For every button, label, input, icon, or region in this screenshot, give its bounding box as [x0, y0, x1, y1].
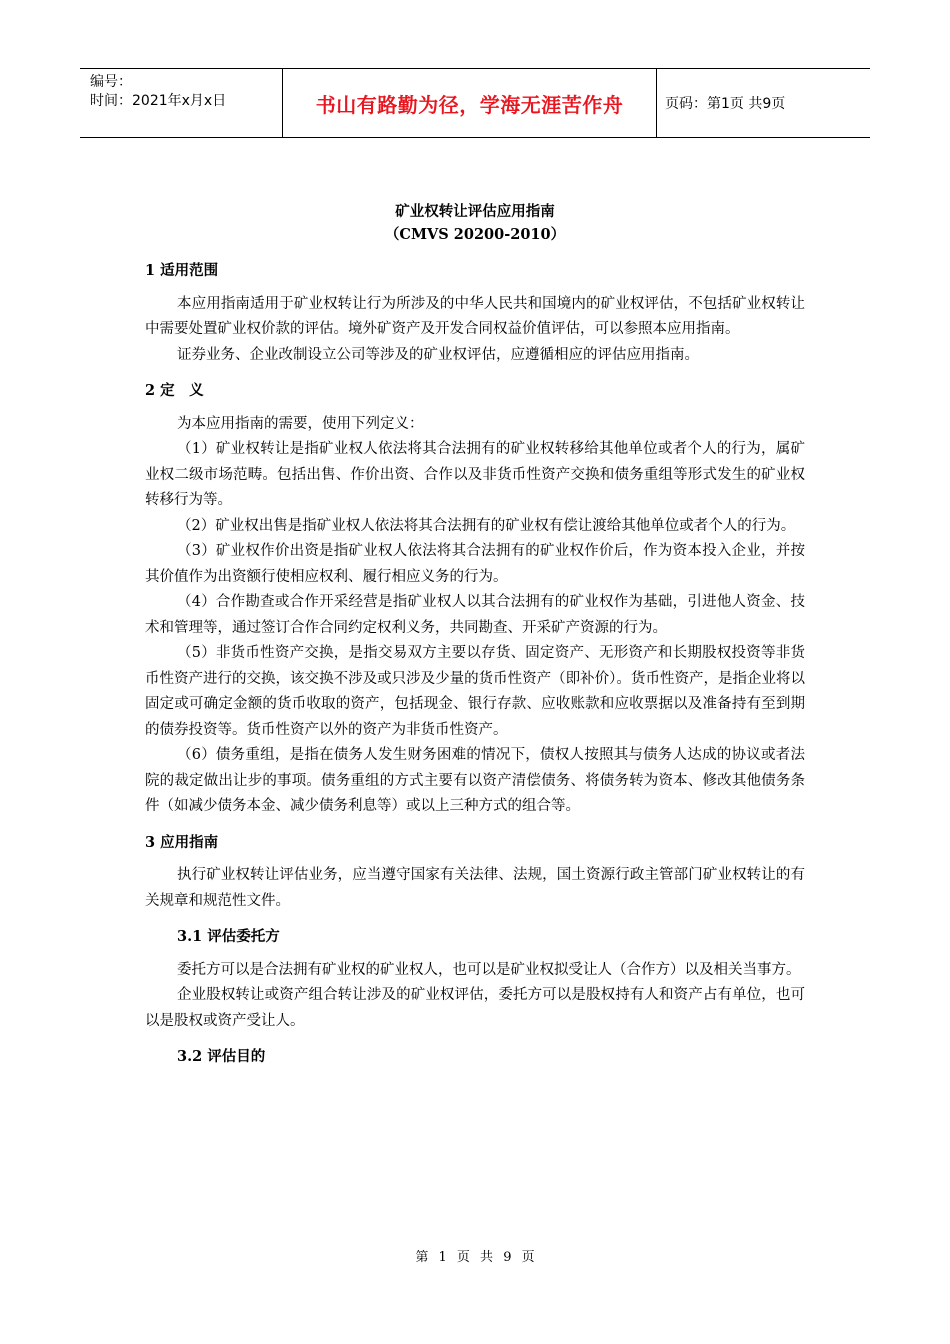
paragraph: 本应用指南适用于矿业权转让行为所涉及的中华人民共和国境内的矿业权评估，不包括矿业权转让中需要处置矿业权价款的评估。境外矿资产及开发合同权益价值评估，可以参照本应用指南。: [145, 295, 805, 337]
document-subtitle: （CMVS 20200-2010）: [384, 226, 566, 243]
header-meta: [80, 69, 282, 137]
paragraph: 证券业务、企业改制设立公司等涉及的矿业权评估，应遵循相应的评估应用指南。: [177, 346, 699, 363]
page-header: [80, 68, 870, 138]
paragraph: （3）矿业权作价出资是指矿业权人依法将其合法拥有的矿业权作价后，作为资本投入企业，并按其价值作为出资额行使相应权利、履行相应义务的行为。: [145, 543, 805, 585]
document-body: [145, 200, 805, 1078]
paragraph: （1）矿业权转让是指矿业权人依法将其合法拥有的矿业权转移给其他单位或者个人的行为，属矿业权二级市场范畴。包括出售、作价出资、合作以及非货币性资产交换和债务重组等形式发生的矿业权转移行为等。: [145, 441, 805, 508]
header-motto: 书山有路勤为径，学海无涯苦作舟: [282, 69, 657, 137]
section-3-1-heading: 3.1 评估委托方: [177, 928, 280, 945]
paragraph: 企业股权转让或资产组合转让涉及的矿业权评估，委托方可以是股权持有人和资产占有单位，也可以是股权或资产受让人。: [145, 987, 805, 1029]
time-label: 时间：2021年x月x日: [90, 93, 227, 109]
paragraph: （2）矿业权出售是指矿业权人依法将其合法拥有的矿业权有偿让渡给其他单位或者个人的行为。: [177, 517, 796, 534]
section-2-heading: 2 定 义: [145, 382, 204, 399]
paragraph: 执行矿业权转让评估业务，应当遵守国家有关法律、法规，国土资源行政主管部门矿业权转让的有关规章和规范性文件。: [145, 867, 805, 909]
paragraph: （5）非货币性资产交换，是指交易双方主要以存货、固定资产、无形资产和长期股权投资等非货币性资产进行的交换，该交换不涉及或只涉及少量的货币性资产（即补价）。货币性资产，是指企业将以固定或可确定金额的货币收取的资产，包括现金、银行存款、应收账款和应收票据以及准备持有至到期的债券投资等。货币性资产以外的资产为非货币性资产。: [145, 645, 805, 738]
paragraph: （4）合作勘查或合作开采经营是指矿业权人以其合法拥有的矿业权作为基础，引进他人资金、技术和管理等，通过签订合作合同约定权利义务，共同勘查、开采矿产资源的行为。: [145, 594, 805, 636]
header-page-info: 页码：第1页 共9页: [665, 96, 786, 112]
paragraph: 为本应用指南的需要，使用下列定义：: [177, 415, 424, 432]
paragraph: （6）债务重组，是指在债务人发生财务困难的情况下，债权人按照其与债务人达成的协议或者法院的裁定做出让步的事项。债务重组的方式主要有以资产清偿债务、将债务转为资本、修改其他债务条件（如减少债务本金、减少债务利息等）或以上三种方式的组合等。: [145, 747, 805, 814]
section-3-2-heading: 3.2 评估目的: [177, 1048, 266, 1065]
number-label: 编号：: [90, 74, 132, 90]
document-title: 矿业权转让评估应用指南: [395, 203, 555, 220]
paragraph: 委托方可以是合法拥有矿业权的矿业权人，也可以是矿业权拟受让人（合作方）以及相关当事方。: [177, 961, 801, 978]
section-1-heading: 1 适用范围: [145, 262, 219, 279]
section-3-heading: 3 应用指南: [145, 833, 219, 851]
page-footer: 第 1 页 共 9 页: [415, 1250, 535, 1265]
